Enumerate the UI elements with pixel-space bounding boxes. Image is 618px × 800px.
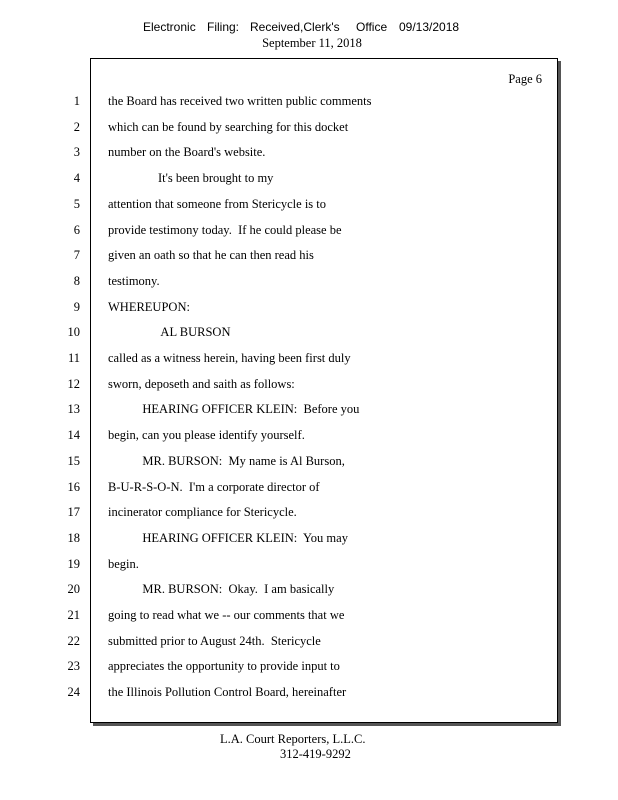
transcript-line — [0, 528, 618, 548]
line-text: number on the Board's website. — [108, 145, 266, 160]
transcript-line — [0, 348, 618, 368]
line-number: 1 — [73, 94, 80, 108]
line-text: attention that someone from Stericycle is to — [108, 196, 326, 211]
line-number: 4 — [73, 171, 80, 186]
line-text: HEARING OFFICER KLEIN: You may — [108, 530, 348, 545]
transcript-line — [0, 682, 618, 702]
filing-stamp-electronic: Electronic — [143, 20, 196, 34]
transcript-line — [0, 374, 618, 394]
line-number: 3 — [73, 145, 80, 160]
transcript-line — [0, 117, 618, 137]
line-text: incinerator compliance for Stericycle. — [108, 505, 297, 520]
line-number: 16 — [67, 479, 80, 494]
line-text: WHEREUPON: — [108, 299, 190, 314]
line-number: 13 — [67, 402, 80, 417]
line-text: MR. BURSON: Okay. I am basically — [108, 582, 335, 597]
transcript-line — [0, 605, 618, 625]
transcript-line — [0, 399, 618, 419]
line-number: 7 — [73, 248, 80, 263]
line-number: 12 — [67, 376, 80, 391]
line-number: 24 — [67, 685, 80, 700]
filing-stamp-date: 09/13/2018 — [399, 20, 460, 34]
line-number: 18 — [67, 530, 80, 545]
line-number: 14 — [67, 428, 80, 443]
transcript-line — [0, 425, 618, 445]
line-text: testimony. — [108, 273, 160, 288]
line-number: 17 — [67, 505, 80, 520]
line-number: 9 — [73, 299, 80, 314]
line-text: HEARING OFFICER KLEIN: Before you — [108, 402, 360, 417]
transcript-line — [0, 297, 618, 317]
line-text: provide testimony today. If he could please be — [108, 222, 342, 237]
transcript-line — [0, 168, 618, 188]
line-text: MR. BURSON: My name is Al Burson, — [108, 453, 345, 468]
line-text: B-U-R-S-O-N. I'm a corporate director of — [108, 479, 320, 494]
line-number: 11 — [67, 351, 80, 365]
line-text: given an oath so that he can then read his — [108, 248, 314, 263]
filing-stamp-received: Received,Clerk's — [250, 20, 340, 34]
line-number: 23 — [67, 659, 80, 674]
line-number: 8 — [73, 273, 80, 288]
transcript-line — [0, 477, 618, 497]
line-text: the Illinois Pollution Control Board, hereinafter — [108, 685, 347, 700]
transcript-line — [0, 194, 618, 214]
line-number: 21 — [67, 608, 80, 622]
transcript-line — [0, 322, 618, 342]
transcript-line — [0, 502, 618, 522]
line-text: submitted prior to August 24th. Stericycle — [108, 633, 321, 648]
line-text: AL BURSON — [108, 325, 231, 340]
hearing-date — [0, 36, 618, 51]
line-text: It's been brought to my — [108, 171, 274, 186]
line-text: begin, can you please identify yourself. — [108, 428, 305, 443]
transcript-line — [0, 451, 618, 471]
line-number: 22 — [67, 633, 80, 648]
line-text: sworn, deposeth and saith as follows: — [108, 376, 295, 391]
line-text: which can be found by searching for this docket — [108, 119, 349, 134]
line-text: the Board has received two written public comments — [108, 94, 372, 108]
transcript-line — [0, 656, 618, 676]
line-text: called as a witness herein, having been first duly — [108, 351, 351, 365]
transcript-line — [0, 271, 618, 291]
line-number: 19 — [67, 556, 80, 571]
line-number: 20 — [67, 582, 80, 597]
court-reporter-name: L.A. Court Reporters, L.L.C. — [220, 732, 366, 746]
court-reporter-phone: 312-419-9292 — [280, 747, 351, 761]
transcript-line — [0, 91, 618, 111]
line-number: 2 — [73, 119, 80, 134]
line-number: 5 — [73, 196, 80, 211]
transcript-line — [0, 579, 618, 599]
transcript-line — [0, 245, 618, 265]
line-text: appreciates the opportunity to provide input to — [108, 659, 340, 674]
transcript-line — [0, 631, 618, 651]
line-number: 6 — [73, 222, 80, 237]
line-number: 10 — [67, 325, 80, 340]
filing-stamp-filing: Filing: — [207, 20, 240, 34]
page-number: Page 6 — [508, 72, 542, 86]
line-text: begin. — [108, 556, 139, 571]
line-text: going to read what we -- our comments that we — [108, 608, 345, 622]
filing-stamp-office: Office — [356, 20, 388, 34]
transcript-line — [0, 220, 618, 240]
hearing-date-text: September 11, 2018 — [262, 36, 362, 50]
transcript-line — [0, 142, 618, 162]
filing-stamp — [0, 20, 618, 36]
transcript-line — [0, 554, 618, 574]
line-number: 15 — [67, 453, 80, 468]
